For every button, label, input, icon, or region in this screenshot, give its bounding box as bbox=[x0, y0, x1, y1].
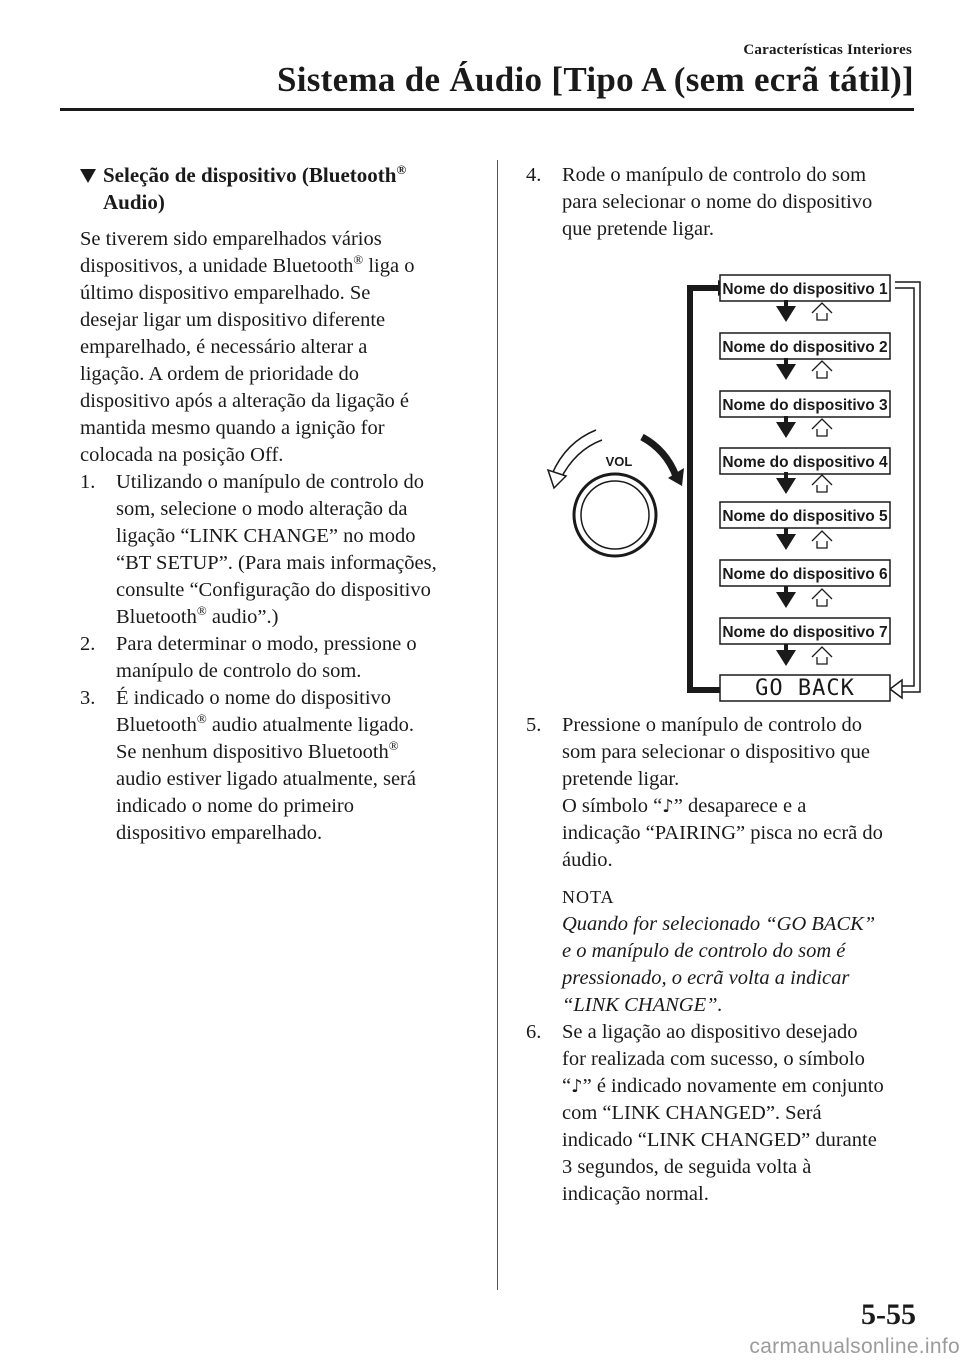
down-up-arrows-icon bbox=[776, 472, 832, 494]
step-line: dispositivo emparelhado. bbox=[116, 822, 323, 844]
registered-mark: ® bbox=[353, 252, 364, 268]
device-selection-diagram bbox=[540, 270, 940, 710]
step-line: Se nenhum dispositivo Bluetooth bbox=[116, 741, 389, 763]
step-line: áudio. bbox=[562, 849, 613, 871]
registered-mark: ® bbox=[388, 738, 399, 754]
step-line: ligação “LINK CHANGE” no modo bbox=[116, 525, 416, 547]
knob-label: VOL bbox=[605, 454, 633, 469]
device-item bbox=[720, 275, 890, 301]
step-4 bbox=[526, 162, 926, 243]
device-item bbox=[720, 618, 890, 644]
step-line: Bluetooth bbox=[116, 606, 197, 628]
device-name: Nome do dispositivo 3 bbox=[722, 397, 888, 414]
step-3 bbox=[80, 685, 480, 847]
step-number: 1. bbox=[80, 471, 96, 493]
note-line: e o manípulo de controlo do som é bbox=[562, 940, 846, 962]
device-item bbox=[720, 502, 890, 528]
intro-line: dispositivo após a alteração da ligação é bbox=[80, 390, 410, 412]
intro-line: ligação. A ordem de prioridade do bbox=[80, 363, 359, 385]
chapter-label: Características Interiores bbox=[743, 42, 912, 58]
go-back-label: GO BACK bbox=[755, 676, 855, 701]
step-line: Rode o manípulo de controlo do som bbox=[562, 164, 867, 186]
step-number: 5. bbox=[526, 714, 542, 736]
down-up-arrows-icon bbox=[776, 644, 832, 666]
column-divider bbox=[497, 160, 498, 1290]
device-item bbox=[720, 560, 890, 586]
step-line: som, selecione o modo alteração da bbox=[116, 498, 408, 520]
step-5 bbox=[526, 712, 926, 874]
device-name: Nome do dispositivo 5 bbox=[722, 508, 888, 525]
note-line: “LINK CHANGE”. bbox=[562, 994, 723, 1016]
step-line: consulte “Configuração do dispositivo bbox=[116, 579, 431, 601]
page-number: 5-55 bbox=[861, 1298, 916, 1331]
device-name: Nome do dispositivo 2 bbox=[722, 339, 888, 356]
triangle-bullet-icon bbox=[80, 169, 96, 183]
device-name: Nome do dispositivo 1 bbox=[722, 281, 888, 298]
intro-line: liga o bbox=[363, 255, 415, 277]
volume-knob-icon bbox=[548, 430, 684, 556]
intro-line: desejar ligar um dispositivo diferente bbox=[80, 309, 386, 331]
step-line: audio estiver ligado atualmente, será bbox=[116, 768, 416, 790]
step-number: 2. bbox=[80, 633, 96, 655]
intro-line: último dispositivo emparelhado. Se bbox=[80, 282, 371, 304]
device-name: Nome do dispositivo 6 bbox=[722, 566, 888, 583]
down-up-arrows-icon bbox=[776, 300, 832, 322]
intro-line: colocada na posição Off. bbox=[80, 444, 284, 466]
heading-line-2: Audio) bbox=[103, 190, 165, 214]
step-line: Para determinar o modo, pressione o bbox=[116, 633, 417, 655]
step-line: O símbolo “ bbox=[562, 795, 663, 817]
step-1 bbox=[80, 469, 480, 631]
step-line: indicação “PAIRING” pisca no ecrã do bbox=[562, 822, 883, 844]
step-line: Pressione o manípulo de controlo do bbox=[562, 714, 863, 736]
intro-line: Se tiverem sido emparelhados vários bbox=[80, 228, 382, 250]
note-line: Quando for selecionado “GO BACK” bbox=[562, 913, 876, 935]
device-name: Nome do dispositivo 4 bbox=[722, 454, 888, 471]
step-2 bbox=[80, 631, 480, 685]
step-line: for realizada com sucesso, o símbolo bbox=[562, 1048, 865, 1070]
device-name: Nome do dispositivo 7 bbox=[722, 624, 888, 641]
right-column-lower bbox=[526, 712, 926, 1208]
step-line: 3 segundos, de seguida volta à bbox=[562, 1156, 812, 1178]
header-rule bbox=[60, 108, 914, 111]
device-item bbox=[720, 391, 890, 417]
intro-line: emparelhado, é necessário alterar a bbox=[80, 336, 368, 358]
music-note-icon: ♪ bbox=[571, 1076, 583, 1097]
page-title: Sistema de Áudio [Tipo A (sem ecrã tátil)] bbox=[276, 60, 914, 99]
return-bracket bbox=[890, 282, 920, 698]
step-line: que pretende ligar. bbox=[562, 218, 714, 240]
step-line: É indicado o nome do dispositivo bbox=[116, 687, 392, 709]
note-line: pressionado, o ecrã volta a indicar bbox=[562, 967, 850, 989]
step-number: 6. bbox=[526, 1021, 542, 1043]
device-item bbox=[720, 333, 890, 359]
step-line: audio”.) bbox=[206, 606, 279, 628]
heading-line-1: Seleção de dispositivo (Bluetooth bbox=[103, 163, 397, 187]
down-up-arrows-icon bbox=[776, 358, 832, 380]
step-line: ” desaparece e a bbox=[673, 795, 807, 817]
step-line: indicado o nome do primeiro bbox=[116, 795, 354, 817]
step-line: indicação normal. bbox=[562, 1183, 709, 1205]
step-line: manípulo de controlo do som. bbox=[116, 660, 362, 682]
step-line: indicado “LINK CHANGED” durante bbox=[562, 1129, 877, 1151]
right-column bbox=[526, 162, 926, 243]
step-line: com “LINK CHANGED”. Será bbox=[562, 1102, 822, 1124]
watermark: carmanualsonline.info bbox=[749, 1335, 960, 1358]
device-item bbox=[720, 448, 890, 474]
step-line: Se a ligação ao dispositivo desejado bbox=[562, 1021, 858, 1043]
step-line: ” é indicado novamente em conjunto bbox=[582, 1075, 884, 1097]
note-heading: NOTA bbox=[562, 887, 615, 907]
step-line: pretende ligar. bbox=[562, 768, 680, 790]
intro-line: mantida mesmo quando a ignição for bbox=[80, 417, 385, 439]
note-body bbox=[526, 911, 926, 1019]
down-up-arrows-icon bbox=[776, 586, 832, 608]
section-heading bbox=[80, 162, 480, 216]
registered-mark: ® bbox=[196, 711, 207, 727]
step-line: Utilizando o manípulo de controlo do bbox=[116, 471, 425, 493]
music-note-icon: ♪ bbox=[662, 796, 674, 817]
step-line: audio atualmente ligado. bbox=[206, 714, 414, 736]
step-line: som para selecionar o dispositivo que bbox=[562, 741, 871, 763]
step-line: “ bbox=[562, 1075, 572, 1097]
step-number: 3. bbox=[80, 687, 96, 709]
down-up-arrows-icon bbox=[776, 528, 832, 550]
intro-line: dispositivos, a unidade Bluetooth bbox=[80, 255, 354, 277]
registered-mark: ® bbox=[196, 603, 207, 619]
go-back-item bbox=[720, 675, 890, 701]
left-column bbox=[80, 162, 480, 847]
step-line: para selecionar o nome do dispositivo bbox=[562, 191, 873, 213]
step-6 bbox=[526, 1019, 926, 1208]
registered-mark: ® bbox=[396, 162, 407, 177]
step-line: Bluetooth bbox=[116, 714, 197, 736]
step-line: “BT SETUP”. (Para mais informações, bbox=[116, 552, 437, 574]
intro-paragraph bbox=[80, 226, 480, 469]
down-up-arrows-icon bbox=[776, 416, 832, 438]
step-number: 4. bbox=[526, 164, 542, 186]
